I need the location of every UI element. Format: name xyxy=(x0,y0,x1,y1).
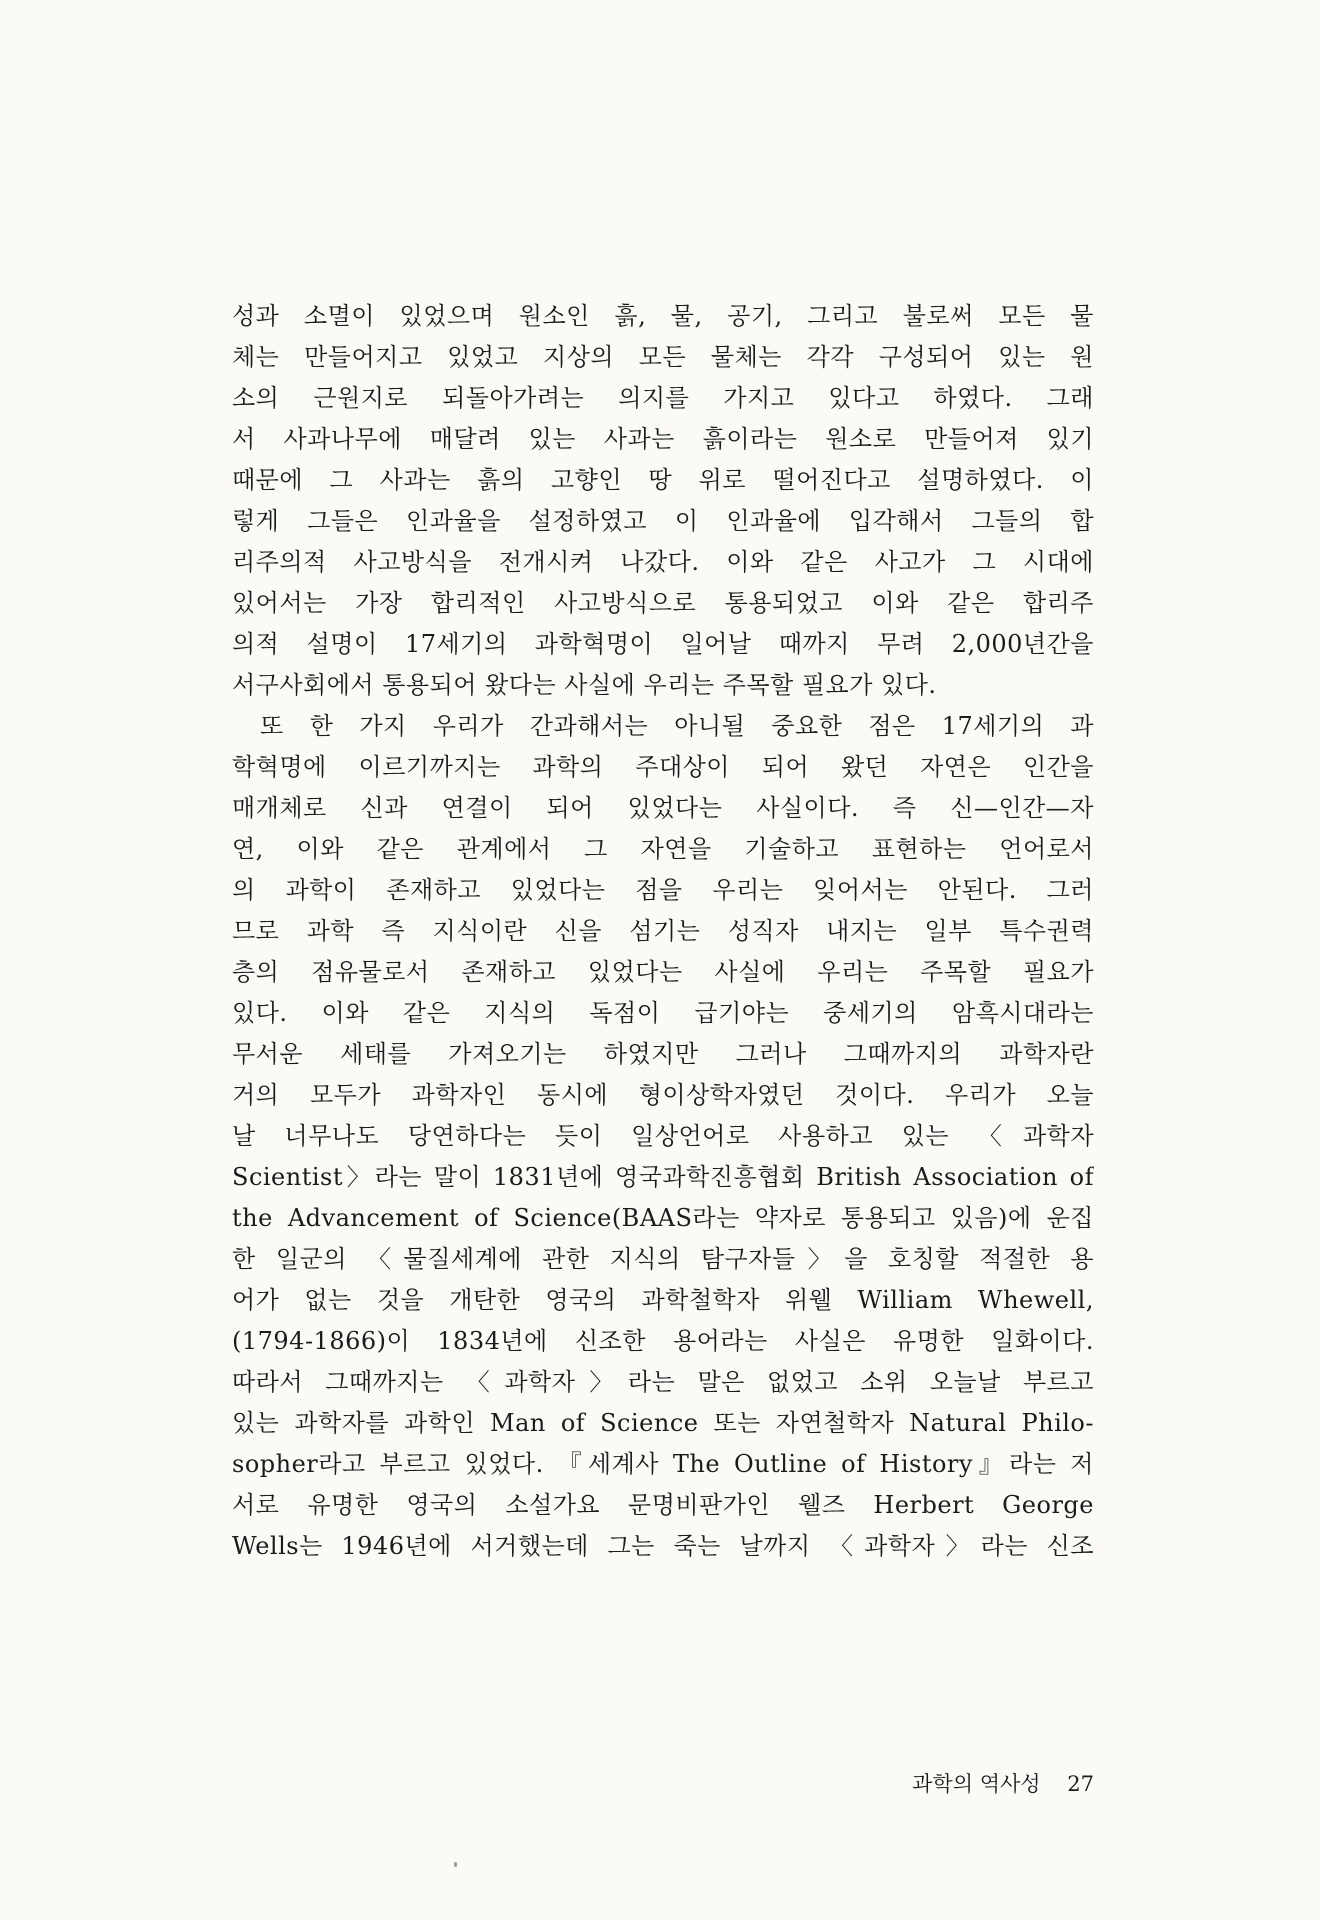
text-line: 리주의적 사고방식을 전개시켜 나갔다. 이와 같은 사고가 그 시대에 xyxy=(232,548,1094,576)
text-line: 무서운 세태를 가져오기는 하였지만 그러나 그때까지의 과학자란 xyxy=(232,1040,1094,1068)
text-line: 매개체로 신과 연결이 되어 있었다는 사실이다. 즉 신—인간—자 xyxy=(232,794,1094,822)
text-line: 있다. 이와 같은 지식의 독점이 급기야는 중세기의 암흑시대라는 xyxy=(232,999,1094,1027)
section-title: 과학의 역사성 xyxy=(912,1772,1041,1796)
text-line: 서로 유명한 영국의 소설가요 문명비판가인 웰즈 Herbert George xyxy=(232,1491,1094,1519)
paper-speck xyxy=(454,1862,457,1867)
text-line: 학혁명에 이르기까지는 과학의 주대상이 되어 왔던 자연은 인간을 xyxy=(232,753,1094,781)
text-line: (1794-1866)이 1834년에 신조한 용어라는 사실은 유명한 일화이다. xyxy=(232,1327,1094,1355)
running-footer xyxy=(820,1768,1094,1800)
text-line: 한 일군의 〈물질세계에 관한 지식의 탐구자들〉을 호칭할 적절한 용 xyxy=(232,1245,1094,1273)
text-line: 소의 근원지로 되돌아가려는 의지를 가지고 있다고 하였다. 그래 xyxy=(232,384,1094,412)
text-line: 따라서 그때까지는 〈과학자〉라는 말은 없었고 소위 오늘날 부르고 xyxy=(232,1368,1094,1396)
text-line: 어가 없는 것을 개탄한 영국의 과학철학자 위웰 William Whewell, xyxy=(232,1286,1094,1314)
text-line: 성과 소멸이 있었으며 원소인 흙, 물, 공기, 그리고 불로써 모든 물 xyxy=(232,302,1094,330)
paragraph-start-line: 또 한 가지 우리가 간과해서는 아니될 중요한 점은 17세기의 과 xyxy=(260,712,1094,740)
text-line: 있는 과학자를 과학인 Man of Science 또는 자연철학자 Natural Philo- xyxy=(232,1409,1094,1437)
text-line: the Advancement of Science(BAAS라는 약자로 통용되고 있음)에 운집 xyxy=(232,1204,1094,1232)
text-line: 의 과학이 존재하고 있었다는 점을 우리는 잊어서는 안된다. 그러 xyxy=(232,876,1094,904)
text-line: 의적 설명이 17세기의 과학혁명이 일어날 때까지 무려 2,000년간을 xyxy=(232,630,1094,658)
page-number: 27 xyxy=(1067,1772,1094,1796)
text-line: 층의 점유물로서 존재하고 있었다는 사실에 우리는 주목할 필요가 xyxy=(232,958,1094,986)
paragraph-end-line: 서구사회에서 통용되어 왔다는 사실에 우리는 주목할 필요가 있다. xyxy=(232,671,937,699)
text-line: 날 너무나도 당연하다는 듯이 일상언어로 사용하고 있는 〈과학자 xyxy=(232,1122,1094,1150)
text-line: 체는 만들어지고 있었고 지상의 모든 물체는 각각 구성되어 있는 원 xyxy=(232,343,1094,371)
text-line: 서 사과나무에 매달려 있는 사과는 흙이라는 원소로 만들어져 있기 xyxy=(232,425,1094,453)
text-line: 므로 과학 즉 지식이란 신을 섬기는 성직자 내지는 일부 특수권력 xyxy=(232,917,1094,945)
text-line: Scientist〉라는 말이 1831년에 영국과학진흥협회 British Association of xyxy=(232,1163,1094,1191)
text-line: 거의 모두가 과학자인 동시에 형이상학자였던 것이다. 우리가 오늘 xyxy=(232,1081,1094,1109)
text-line: 때문에 그 사과는 흙의 고향인 땅 위로 떨어진다고 설명하였다. 이 xyxy=(232,466,1094,494)
text-line: Wells는 1946년에 서거했는데 그는 죽는 날까지 〈과학자〉라는 신조 xyxy=(232,1532,1094,1560)
text-line: sopher라고 부르고 있었다. 『세계사 The Outline of History』라는 저 xyxy=(232,1450,1094,1478)
text-line: 렇게 그들은 인과율을 설정하였고 이 인과율에 입각해서 그들의 합 xyxy=(232,507,1094,535)
text-line: 연, 이와 같은 관계에서 그 자연을 기술하고 표현하는 언어로서 xyxy=(232,835,1094,863)
body-text xyxy=(232,296,1094,1567)
text-line: 있어서는 가장 합리적인 사고방식으로 통용되었고 이와 같은 합리주 xyxy=(232,589,1094,617)
